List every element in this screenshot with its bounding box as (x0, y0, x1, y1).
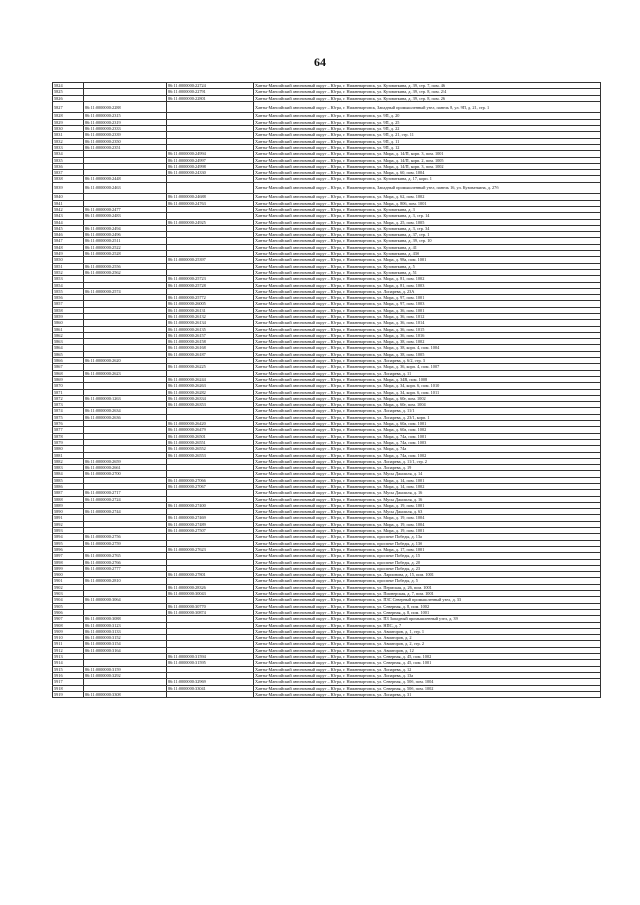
row-number-cell: 5889 (53, 502, 84, 508)
row-number-cell: 5907 (53, 616, 84, 622)
land-cadastral-cell: 86:11:0000000:2556 (84, 263, 167, 269)
row-number-cell: 5825 (53, 89, 84, 95)
land-cadastral-cell: 86:11:0000000:2700 (84, 471, 167, 477)
building-cadastral-cell: 86:11:0000000:26158 (167, 339, 254, 345)
building-cadastral-cell: 86:11:0000000:22791 (167, 89, 254, 95)
row-number-cell: 5832 (53, 138, 84, 144)
land-cadastral-cell: 86:11:0000000:2350 (84, 138, 167, 144)
address-cell: Ханты-Мансийский автономный округ – Югра, г. Нижневартовск, ул. 9П, д. 25 (254, 119, 601, 125)
address-cell: Ханты-Мансийский автономный округ – Югра, г. Нижневартовск, ул. Кузоваткина, д. 39, стр. 8, пом. 26 (254, 95, 601, 101)
address-cell: Ханты-Мансийский автономный округ – Югра, г. Нижневартовск, ул. Мира, д. 36, пом. 1001 (254, 307, 601, 313)
building-cadastral-cell: 86:11:0000000:26501 (167, 433, 254, 439)
address-cell: Ханты-Мансийский автономный округ – Югра, г. Нижневартовск, ул. Мира, д. 14, пом. 1001 (254, 477, 601, 483)
row-number-cell: 5875 (53, 414, 84, 420)
row-number-cell: 5874 (53, 408, 84, 414)
land-cadastral-cell: 86:11:0000000:2477 (84, 206, 167, 212)
table-row (53, 101, 601, 113)
building-cadastral-cell: 86:11:0000000:33041 (167, 685, 254, 691)
row-number-cell: 5851 (53, 263, 84, 269)
row-number-cell: 5917 (53, 679, 84, 685)
land-cadastral-cell: 86:11:0000000:2661 (84, 465, 167, 471)
row-number-cell: 5841 (53, 200, 84, 206)
land-cadastral-cell: 86:11:0000000:2494 (84, 225, 167, 231)
row-number-cell: 5862 (53, 332, 84, 338)
land-cadastral-cell: 86:11:0000000:3088 (84, 616, 167, 622)
row-number-cell: 5878 (53, 433, 84, 439)
row-number-cell: 5861 (53, 326, 84, 332)
row-number-cell: 5911 (53, 641, 84, 647)
address-cell: Ханты-Мансийский автономный округ – Югра, г. Нижневартовск, ул. Мира, д. 34, корп. 6, пом. 1011 (254, 389, 601, 395)
row-number-cell: 5844 (53, 219, 84, 225)
address-cell: Ханты-Мансийский автономный округ – Югра, г. Нижневартовск, ул. Лопарева, д. 13а (254, 672, 601, 678)
page-number: 64 (314, 55, 326, 69)
address-cell: Ханты-Мансийский автономный округ – Югра, г. Нижневартовск, ул. 9П, д. 12 (254, 144, 601, 150)
row-number-cell: 5896 (53, 546, 84, 552)
building-cadastral-cell: 86:11:0000000:26225 (167, 364, 254, 370)
land-cadastral-cell: 86:11:0000000:2623 (84, 370, 167, 376)
address-cell: Ханты-Мансийский автономный округ – Югра, г. Нижневартовск, ул. Мира, д. 17, пом. 1001 (254, 546, 601, 552)
address-cell: Ханты-Мансийский автономный округ – Югра, г. Нижневартовск, ул. ПЗ Западный промышленный узел, д. 39 (254, 616, 601, 622)
row-number-cell: 5912 (53, 647, 84, 653)
land-cadastral-cell: 86:11:0000000:2288 (84, 101, 167, 113)
land-cadastral-cell: 86:11:0000000:2351 (84, 144, 167, 150)
building-cadastral-cell: 86:11:0000000:26132 (167, 313, 254, 319)
address-cell: Ханты-Мансийский автономный округ – Югра, г. Нижневартовск, ул. Кузоваткина, д. 17, корп. 1 (254, 176, 601, 182)
row-number-cell: 5868 (53, 370, 84, 376)
land-cadastral-cell: 86:11:0000000:2528 (84, 251, 167, 257)
row-number-cell: 5860 (53, 320, 84, 326)
row-number-cell: 5833 (53, 144, 84, 150)
building-cadastral-cell: 86:11:0000000:25728 (167, 282, 254, 288)
land-cadastral-cell: 86:11:0000000:3064 (84, 597, 167, 603)
land-cadastral-cell: 86:11:0000000:3123 (84, 622, 167, 628)
address-cell: Ханты-Мансийский автономный округ – Югра, г. Нижневартовск, ул. 9П, д. 20 (254, 113, 601, 119)
building-cadastral-cell: 86:11:0000000:26168 (167, 345, 254, 351)
building-cadastral-cell: 86:11:0000000:26552 (167, 446, 254, 452)
building-cadastral-cell: 86:11:0000000:27066 (167, 477, 254, 483)
land-cadastral-cell: 86:11:0000000:2659 (84, 458, 167, 464)
land-cadastral-cell: 86:11:0000000:2319 (84, 119, 167, 125)
address-cell: Ханты-Мансийский автономный округ – Югра, г. Нижневартовск, ул. Мира, д. 19, пом. 1004 (254, 521, 601, 527)
address-cell: Ханты-Мансийский автономный округ – Югра, г. Нижневартовск, ул. Авиаторов, д. 12 (254, 647, 601, 653)
row-number-cell: 5834 (53, 151, 84, 157)
building-cadastral-cell: 86:11:0000000:27623 (167, 546, 254, 552)
address-cell: Ханты-Мансийский автономный округ – Югра, г. Нижневартовск, ул. Мира, д. 38, пом. 1005 (254, 351, 601, 357)
row-number-cell: 5852 (53, 269, 84, 275)
row-number-cell: 5910 (53, 635, 84, 641)
row-number-cell: 5897 (53, 553, 84, 559)
address-cell: Ханты-Мансийский автономный округ – Югра, г. Нижневартовск, ул. Мира, д. 14, пом. 1002 (254, 484, 601, 490)
building-cadastral-cell (167, 101, 254, 113)
building-cadastral-cell (167, 182, 254, 194)
row-number-cell: 5872 (53, 395, 84, 401)
land-cadastral-cell: 86:11:0000000:2636 (84, 414, 167, 420)
row-number-cell: 5865 (53, 351, 84, 357)
row-number-cell: 5826 (53, 95, 84, 101)
address-cell: Ханты-Мансийский автономный округ – Югра, г. Нижневартовск, ул. Мира, д. 34В, пом. 1008 (254, 376, 601, 382)
building-cadastral-cell: 86:11:0000000:30043 (167, 591, 254, 597)
land-cadastral-cell: 86:11:0000000:2315 (84, 113, 167, 119)
row-number-cell: 5843 (53, 213, 84, 219)
land-cadastral-cell: 86:11:0000000:3133 (84, 628, 167, 634)
row-number-cell: 5831 (53, 132, 84, 138)
address-cell: Ханты-Мансийский автономный округ – Югра, г. Нижневартовск, ул. Лопарева, д. 23/1, корп. 1 (254, 414, 601, 420)
address-cell: Ханты-Мансийский автономный округ – Югра, г. Нижневартовск, проспект Победы, д. 13а (254, 534, 601, 540)
building-cadastral-cell: 86:11:0000000:26553 (167, 452, 254, 458)
land-cadastral-cell: 86:11:0000000:2463 (84, 182, 167, 194)
row-number-cell: 5890 (53, 509, 84, 515)
registry-table (52, 82, 601, 698)
address-cell: Ханты-Мансийский автономный округ – Югра, г. Нижневартовск, ул. Мира, д. 60а, пом. 1002 (254, 427, 601, 433)
address-cell: Ханты-Мансийский автономный округ – Югра, г. Нижневартовск, ул. Мира, д. 74а, пом. 1001 (254, 433, 601, 439)
address-cell: Ханты-Мансийский автономный округ – Югра, г. Нижневартовск, ул. Мира, д. 36, пом. 1012 (254, 313, 601, 319)
row-number-cell: 5866 (53, 358, 84, 364)
address-cell: Ханты-Мансийский автономный округ – Югра, г. Нижневартовск, ул. Северная, д. 50б, пом. 1004 (254, 679, 601, 685)
address-cell: Ханты-Мансийский автономный округ – Югра, г. Нижневартовск, ул. Мира, д. 97, пом. 1001 (254, 295, 601, 301)
row-number-cell: 5836 (53, 163, 84, 169)
building-cadastral-cell: 86:11:0000000:24998 (167, 163, 254, 169)
address-cell: Ханты-Мансийский автономный округ – Югра, г. Нижневартовск, проспект Победы, д. 20 (254, 559, 601, 565)
address-cell: Ханты-Мансийский автономный округ – Югра, г. Нижневартовск, ул. Мира, д. 14/П, корп. 3, пом. 1002 (254, 163, 601, 169)
address-cell: Ханты-Мансийский автономный округ – Югра, г. Нижневартовск, ул. Авиаторов, д. 1, стр. 1 (254, 628, 601, 634)
row-number-cell: 5891 (53, 515, 84, 521)
address-cell: Ханты-Мансийский автономный округ – Югра, г. Нижневартовск, ул. Северная, д. 8, пом. 1002 (254, 603, 601, 609)
land-cadastral-cell: 86:11:0000000:2759 (84, 540, 167, 546)
row-number-cell: 5906 (53, 609, 84, 615)
address-cell: Ханты-Мансийский автономный округ – Югра, г. Нижневартовск, ул. Лопарева, д. 11 (254, 370, 601, 376)
address-cell: Ханты-Мансийский автономный округ – Югра, г. Нижневартовск, ул. Лопарева, д. 6/2, стр. 3 (254, 358, 601, 364)
row-number-cell: 5827 (53, 101, 84, 113)
row-number-cell: 5919 (53, 691, 84, 697)
row-number-cell: 5864 (53, 345, 84, 351)
building-cadastral-cell: 86:11:0000000:24994 (167, 151, 254, 157)
building-cadastral-cell: 86:11:0000000:24925 (167, 219, 254, 225)
address-cell: Ханты-Мансийский автономный округ – Югра, г. Нижневартовск, ул. Мира, д. 36, корп. 4, пом. 1007 (254, 364, 601, 370)
row-number-cell: 5887 (53, 490, 84, 496)
address-cell: Ханты-Мансийский автономный округ – Югра, г. Нижневартовск, ул. Кузоваткина, д. 43б (254, 251, 601, 257)
address-cell: Ханты-Мансийский автономный округ – Югра, г. Нижневартовск, ул. Мира, д. 34, корп. 6, пом. 1010 (254, 383, 601, 389)
building-cadastral-cell: 86:11:0000000:26551 (167, 439, 254, 445)
row-number-cell: 5838 (53, 176, 84, 182)
row-number-cell: 5895 (53, 540, 84, 546)
land-cadastral-cell: 86:11:0000000:2511 (84, 238, 167, 244)
address-cell: Ханты-Мансийский автономный округ – Югра, г. Нижневартовск, ул. Мира, д. 19, пом. 1001 (254, 502, 601, 508)
row-number-cell: 5908 (53, 622, 84, 628)
address-cell: Ханты-Мансийский автономный округ – Югра, г. Нижневартовск, ул. Кузоваткина, д. 3 (254, 206, 601, 212)
row-number-cell: 5918 (53, 685, 84, 691)
building-cadastral-cell: 86:11:0000000:30874 (167, 609, 254, 615)
address-cell: Ханты-Мансийский автономный округ – Югра, г. Нижневартовск, ул. Мира, д. 81, пом. 1003 (254, 282, 601, 288)
row-number-cell: 5879 (53, 439, 84, 445)
address-cell: Ханты-Мансийский автономный округ – Югра, г. Нижневартовск, ул. Авиаторов, д. 2, стр. 2 (254, 641, 601, 647)
address-cell: Ханты-Мансийский автономный округ – Югра, г. Нижневартовск, ул. Мира, д. 19, пом. 1001 (254, 528, 601, 534)
row-number-cell: 5859 (53, 313, 84, 319)
building-cadastral-cell: 86:11:0000000:24330 (167, 170, 254, 176)
row-number-cell: 5863 (53, 339, 84, 345)
row-number-cell: 5840 (53, 194, 84, 200)
building-cadastral-cell: 86:11:0000000:26005 (167, 301, 254, 307)
row-number-cell: 5894 (53, 534, 84, 540)
land-cadastral-cell: 86:11:0000000:2448 (84, 176, 167, 182)
row-number-cell: 5899 (53, 565, 84, 571)
address-cell: Ханты-Мансийский автономный округ – Югра, г. Нижневартовск, ул. Ларионова, д. 15, пом. 1001 (254, 572, 601, 578)
row-number-cell: 5837 (53, 170, 84, 176)
row-number-cell: 5828 (53, 113, 84, 119)
address-cell: Ханты-Мансийский автономный округ – Югра, г. Нижневартовск, ул. НПС, д. 7 (254, 622, 601, 628)
land-cadastral-cell: 86:11:0000000:2744 (84, 509, 167, 515)
row-number-cell: 5916 (53, 672, 84, 678)
row-number-cell: 5842 (53, 206, 84, 212)
address-cell: Ханты-Мансийский автономный округ – Югра, г. Нижневартовск, ул. Мира, д. 36, пом. 1015 (254, 326, 601, 332)
address-cell: Ханты-Мансийский автономный округ – Югра, г. Нижневартовск, ул. Мира, д. 60, пом. 1004 (254, 170, 601, 176)
row-number-cell: 5904 (53, 597, 84, 603)
row-number-cell: 5900 (53, 572, 84, 578)
address-cell: Ханты-Мансийский автономный округ – Югра, г. Нижневартовск, ул. Мира, д. 36, пом. 1014 (254, 320, 601, 326)
land-cadastral-cell: 86:11:0000000:2522 (84, 244, 167, 250)
row-number-cell: 5839 (53, 182, 84, 194)
address-cell: Ханты-Мансийский автономный округ – Югра, г. Нижневартовск, ул. Мира, д. 62, пом. 1002 (254, 194, 601, 200)
address-cell: Ханты-Мансийский автономный округ – Югра, г. Нижневартовск, ул. 9П, д. 22 (254, 126, 601, 132)
address-cell: Ханты-Мансийский автономный округ – Югра, г. Нижневартовск, ул. ПЗС Северный промышленный узел, д. 33 (254, 597, 601, 603)
row-number-cell: 5850 (53, 257, 84, 263)
building-cadastral-cell: 86:11:0000000:27469 (167, 515, 254, 521)
address-cell: Ханты-Мансийский автономный округ – Югра, г. Нижневартовск, ул. Северная, д. 45, пом. 1002 (254, 654, 601, 660)
address-cell: Ханты-Мансийский автономный округ – Югра, г. Нижневартовск, ул. Мира, д. 74а, пом. 1003 (254, 439, 601, 445)
row-number-cell: 5898 (53, 559, 84, 565)
building-cadastral-cell: 86:11:0000000:24688 (167, 194, 254, 200)
row-number-cell: 5876 (53, 421, 84, 427)
building-cadastral-cell: 86:11:0000000:26263 (167, 383, 254, 389)
row-number-cell: 5829 (53, 119, 84, 125)
table-row (53, 691, 601, 697)
address-cell: Ханты-Мансийский автономный округ – Югра, г. Нижневартовск, ул. Лопарева, д. 19 (254, 465, 601, 471)
address-cell: Ханты-Мансийский автономный округ – Югра, г. Нижневартовск, ул. Мира, д. 60г, пом. 1004 (254, 402, 601, 408)
building-cadastral-cell: 86:11:0000000:22801 (167, 95, 254, 101)
address-cell: Ханты-Мансийский автономный округ – Югра, г. Нижневартовск, ул. Мира, д. 806, пом. 1001 (254, 200, 601, 206)
building-cadastral-cell: 86:11:0000000:25772 (167, 295, 254, 301)
row-number-cell: 5856 (53, 295, 84, 301)
address-cell: Ханты-Мансийский автономный округ – Югра, г. Нижневартовск, ул. Кузоваткина, д. 51 (254, 269, 601, 275)
address-cell: Ханты-Мансийский автономный округ – Югра, г. Нижневартовск, ул. Северная, д. 45, пом. 1001 (254, 660, 601, 666)
row-number-cell: 5888 (53, 496, 84, 502)
land-cadastral-cell: 86:11:0000000:2756 (84, 534, 167, 540)
row-number-cell: 5857 (53, 301, 84, 307)
address-cell: Ханты-Мансийский автономный округ – Югра, г. Нижневартовск, ул. Кузоваткина, д. 3, стр. 14 (254, 213, 601, 219)
address-cell: Ханты-Мансийский автономный округ – Югра, г. Нижневартовск, ул. Лопарева, д. 23А (254, 288, 601, 294)
table-row (53, 182, 601, 194)
row-number-cell: 5886 (53, 484, 84, 490)
building-cadastral-cell: 86:11:0000000:25397 (167, 257, 254, 263)
land-cadastral-cell: 86:11:0000000:3152 (84, 635, 167, 641)
address-cell: Ханты-Мансийский автономный округ – Югра, г. Нижневартовск, проспект Победы, д. 23 (254, 565, 601, 571)
address-cell: Ханты-Мансийский автономный округ – Югра, г. Нижневартовск, ул. Мира, д. 36, пом. 1016 (254, 332, 601, 338)
building-cadastral-cell: 86:11:0000000:26135 (167, 326, 254, 332)
address-cell: Ханты-Мансийский автономный округ – Югра, г. Нижневартовск, проспект Победы, д. 13б (254, 540, 601, 546)
land-cadastral-cell: 86:11:0000000:2810 (84, 578, 167, 584)
land-cadastral-cell: 86:11:0000000:2724 (84, 496, 167, 502)
row-number-cell: 5870 (53, 383, 84, 389)
building-cadastral-cell: 86:11:0000000:26479 (167, 427, 254, 433)
row-number-cell: 5830 (53, 126, 84, 132)
address-cell: Ханты-Мансийский автономный округ – Югра, г. Нижневартовск, ул. Мусы Джалиля, д. 16 (254, 490, 601, 496)
row-number-cell: 5880 (53, 446, 84, 452)
building-cadastral-cell: 86:11:0000000:26282 (167, 389, 254, 395)
land-cadastral-cell: 86:11:0000000:2634 (84, 408, 167, 414)
row-number-cell: 5845 (53, 225, 84, 231)
address-cell: Ханты-Мансийский автономный округ – Югра, г. Нижневартовск, проспект Победы, д. 5 (254, 578, 601, 584)
row-number-cell: 5901 (53, 578, 84, 584)
building-cadastral-cell: 86:11:0000000:26157 (167, 332, 254, 338)
address-cell: Ханты-Мансийский автономный округ – Югра, г. Нижневартовск, ул. Кузоваткина, д. 39, стр. 8, пом. 2/4 (254, 89, 601, 95)
land-cadastral-cell: 86:11:0000000:2339 (84, 132, 167, 138)
address-cell: Ханты-Мансийский автономный округ – Югра, г. Нижневартовск, ул. Лопарева, д. 11/1, стр. 2 (254, 458, 601, 464)
row-number-cell: 5892 (53, 521, 84, 527)
building-cadastral-cell: 86:11:0000000:26134 (167, 320, 254, 326)
address-cell: Ханты-Мансийский автономный округ – Югра, г. Нижневартовск, ул. Мира, д. 14/П, корп. 2, пом. 1005 (254, 157, 601, 163)
building-cadastral-cell: 86:11:0000000:22724 (167, 83, 254, 89)
building-cadastral-cell (167, 691, 254, 697)
land-cadastral-cell: 86:11:0000000:2717 (84, 490, 167, 496)
address-cell: Ханты-Мансийский автономный округ – Югра, г. Нижневартовск, Западный промышленный узел, панель 8, ул. 9П, д. 21, стр. 1 (254, 101, 601, 113)
building-cadastral-cell: 86:11:0000000:24997 (167, 157, 254, 163)
land-cadastral-cell: 86:11:0000000:2620 (84, 358, 167, 364)
building-cadastral-cell: 86:11:0000000:27400 (167, 502, 254, 508)
address-cell: Ханты-Мансийский автономный округ – Югра, г. Нижневартовск, ул. Пионерская, д. 7, пом. 1001 (254, 591, 601, 597)
address-cell: Ханты-Мансийский автономный округ – Югра, г. Нижневартовск, ул. Мира, д. 14/П, корп. 3, пом. 1001 (254, 151, 601, 157)
address-cell: Ханты-Мансийский автономный округ – Югра, г. Нижневартовск, ул. Пермская, д. 26, пом. 1001 (254, 584, 601, 590)
address-cell: Ханты-Мансийский автономный округ – Югра, г. Нижневартовск, ул. Лопарева, д. 11/1 (254, 408, 601, 414)
row-number-cell: 5867 (53, 364, 84, 370)
row-number-cell: 5869 (53, 376, 84, 382)
row-number-cell: 5871 (53, 389, 84, 395)
row-number-cell: 5884 (53, 471, 84, 477)
row-number-cell: 5849 (53, 251, 84, 257)
address-cell: Ханты-Мансийский автономный округ – Югра, г. Нижневартовск, ул. Авиаторов, д. 2 (254, 635, 601, 641)
row-number-cell: 5855 (53, 288, 84, 294)
row-number-cell: 5847 (53, 238, 84, 244)
address-cell: Ханты-Мансийский автономный округ – Югра, г. Нижневартовск, ул. Мира, д. 19, пом. 1004 (254, 515, 601, 521)
address-cell: Ханты-Мансийский автономный округ – Югра, г. Нижневартовск, ул. Кузоваткина, д. 39, стр. 10 (254, 238, 601, 244)
row-number-cell: 5883 (53, 465, 84, 471)
address-cell: Ханты-Мансийский автономный округ – Югра, г. Нижневартовск, ул. Мира, д. 38, пом. 1002 (254, 339, 601, 345)
row-number-cell: 5913 (53, 654, 84, 660)
row-number-cell: 5909 (53, 628, 84, 634)
building-cadastral-cell: 86:11:0000000:26420 (167, 421, 254, 427)
land-cadastral-cell: 86:11:0000000:3159 (84, 666, 167, 672)
building-cadastral-cell: 86:11:0000000:31594 (167, 654, 254, 660)
building-cadastral-cell: 86:11:0000000:27489 (167, 521, 254, 527)
row-number-cell: 5881 (53, 452, 84, 458)
land-cadastral-cell: 86:11:0000000:3154 (84, 641, 167, 647)
address-cell: Ханты-Мансийский автономный округ – Югра, г. Нижневартовск, ул. Кузоваткина, д. 5 (254, 263, 601, 269)
address-cell: Ханты-Мансийский автономный округ – Югра, г. Нижневартовск, ул. Северная, д. 8, пом. 1001 (254, 609, 601, 615)
land-cadastral-cell: 86:11:0000000:2496 (84, 232, 167, 238)
row-number-cell: 5824 (53, 83, 84, 89)
building-cadastral-cell: 86:11:0000000:27067 (167, 484, 254, 490)
address-cell: Ханты-Мансийский автономный округ – Югра, г. Нижневартовск, ул. Лопарева, д. 12 (254, 666, 601, 672)
row-number-cell: 5893 (53, 528, 84, 534)
land-cadastral-cell: 86:11:0000000:2777 (84, 565, 167, 571)
address-cell: Ханты-Мансийский автономный округ – Югра, г. Нижневартовск, ул. Мусы Джалиля, д. 16 (254, 496, 601, 502)
address-cell: Ханты-Мансийский автономный округ – Югра, г. Нижневартовск, ул. Мира, д. 74а (254, 446, 601, 452)
row-number-cell: 5905 (53, 603, 84, 609)
row-number-cell: 5903 (53, 591, 84, 597)
address-cell: Ханты-Мансийский автономный округ – Югра, г. Нижневартовск, ул. Кузоваткина, д. 3, стр. 34 (254, 225, 601, 231)
address-cell: Ханты-Мансийский автономный округ – Югра, г. Нижневартовск, ул. 9П, д. 21, стр. 11 (254, 132, 601, 138)
building-cadastral-cell: 86:11:0000000:26187 (167, 351, 254, 357)
address-cell: Ханты-Мансийский автономный округ – Югра, г. Нижневартовск, ул. Мира, д. 74а, пом. 1002 (254, 452, 601, 458)
address-cell: Ханты-Мансийский автономный округ – Югра, г. Нижневартовск, ул. Северная, д. 50б, пом. 1002 (254, 685, 601, 691)
row-number-cell: 5858 (53, 307, 84, 313)
address-cell: Ханты-Мансийский автономный округ – Югра, г. Нижневартовск, Западный промышленный узел, панель 16, ул. Кузоваткина, д. 27б (254, 182, 601, 194)
building-cadastral-cell: 86:11:0000000:26131 (167, 307, 254, 313)
building-cadastral-cell: 86:11:0000000:26353 (167, 402, 254, 408)
address-cell: Ханты-Мансийский автономный округ – Югра, г. Нижневартовск, ул. Мира, д. 38, корп. 4, пом. 1004 (254, 345, 601, 351)
row-number-cell: 5914 (53, 660, 84, 666)
row-number-cell: 5902 (53, 584, 84, 590)
row-number-cell: 5848 (53, 244, 84, 250)
registry-table-body (53, 83, 601, 698)
address-cell: Ханты-Мансийский автономный округ – Югра, г. Нижневартовск, ул. 9П, д. 11 (254, 138, 601, 144)
land-cadastral-cell: 86:11:0000000:2333 (84, 126, 167, 132)
address-cell: Ханты-Мансийский автономный округ – Югра, г. Нижневартовск, ул. Мира, д. 81, пом. 1002 (254, 276, 601, 282)
building-cadastral-cell: 86:11:0000000:30770 (167, 603, 254, 609)
land-cadastral-cell: 86:11:0000000:3164 (84, 647, 167, 653)
address-cell: Ханты-Мансийский автономный округ – Югра, г. Нижневартовск, ул. Мусы Джалиля, д. 14 (254, 471, 601, 477)
address-cell: Ханты-Мансийский автономный округ – Югра, г. Нижневартовск, ул. Мира, д. 97, пом. 1003 (254, 301, 601, 307)
address-cell: Ханты-Мансийский автономный округ – Югра, г. Нижневартовск, ул. Лопарева, д. 31 (254, 691, 601, 697)
land-cadastral-cell: 86:11:0000000:3292 (84, 672, 167, 678)
building-cadastral-cell: 86:11:0000000:27801 (167, 572, 254, 578)
land-cadastral-cell: 86:11:0000000:2765 (84, 553, 167, 559)
land-cadastral-cell: 86:11:0000000:1263 (84, 395, 167, 401)
address-cell: Ханты-Мансийский автономный округ – Югра, г. Нижневартовск, проспект Победы, д. 15 (254, 553, 601, 559)
row-number-cell: 5885 (53, 477, 84, 483)
land-cadastral-cell: 86:11:0000000:2562 (84, 269, 167, 275)
row-number-cell: 5882 (53, 458, 84, 464)
address-cell: Ханты-Мансийский автономный округ – Югра, г. Нижневартовск, ул. Кузоваткина, д. 39, стр. 7, пом. 46 (254, 83, 601, 89)
land-cadastral-cell: 86:11:0000000:2574 (84, 288, 167, 294)
row-number-cell: 5846 (53, 232, 84, 238)
row-number-cell: 5873 (53, 402, 84, 408)
land-cadastral-cell: 86:11:0000000:3308 (84, 691, 167, 697)
building-cadastral-cell: 86:11:0000000:24763 (167, 200, 254, 206)
row-number-cell: 5853 (53, 276, 84, 282)
address-cell: Ханты-Мансийский автономный округ – Югра, г. Нижневартовск, ул. Мира, д. 60г, пом. 1002 (254, 395, 601, 401)
building-cadastral-cell: 86:11:0000000:26334 (167, 395, 254, 401)
building-cadastral-cell: 86:11:0000000:27507 (167, 528, 254, 534)
row-number-cell: 5854 (53, 282, 84, 288)
land-cadastral-cell: 86:11:0000000:2766 (84, 559, 167, 565)
address-cell: Ханты-Мансийский автономный округ – Югра, г. Нижневартовск, ул. Мусы Джалиля, д. 63 (254, 509, 601, 515)
building-cadastral-cell: 86:11:0000000:32969 (167, 679, 254, 685)
building-cadastral-cell: 86:11:0000000:26244 (167, 376, 254, 382)
row-number-cell: 5877 (53, 427, 84, 433)
row-number-cell: 5915 (53, 666, 84, 672)
building-cadastral-cell: 86:11:0000000:31595 (167, 660, 254, 666)
address-cell: Ханты-Мансийский автономный округ – Югра, г. Нижневартовск, ул. Мира, д. 98а, пом. 1001 (254, 257, 601, 263)
building-cadastral-cell: 86:11:0000000:28326 (167, 584, 254, 590)
address-cell: Ханты-Мансийский автономный округ – Югра, г. Нижневартовск, ул. Кузоваткина, д. 41 (254, 244, 601, 250)
address-cell: Ханты-Мансийский автономный округ – Югра, г. Нижневартовск, ул. Мира, д. 60а, пом. 1001 (254, 421, 601, 427)
address-cell: Ханты-Мансийский автономный округ – Югра, г. Нижневартовск, ул. Кузоваткина, д. 37, стр. 1 (254, 232, 601, 238)
building-cadastral-cell: 86:11:0000000:25723 (167, 276, 254, 282)
land-cadastral-cell: 86:11:0000000:2483 (84, 213, 167, 219)
row-number-cell: 5835 (53, 157, 84, 163)
address-cell: Ханты-Мансийский автономный округ – Югра, г. Нижневартовск, ул. Мира, д. 25, пом. 1005 (254, 219, 601, 225)
